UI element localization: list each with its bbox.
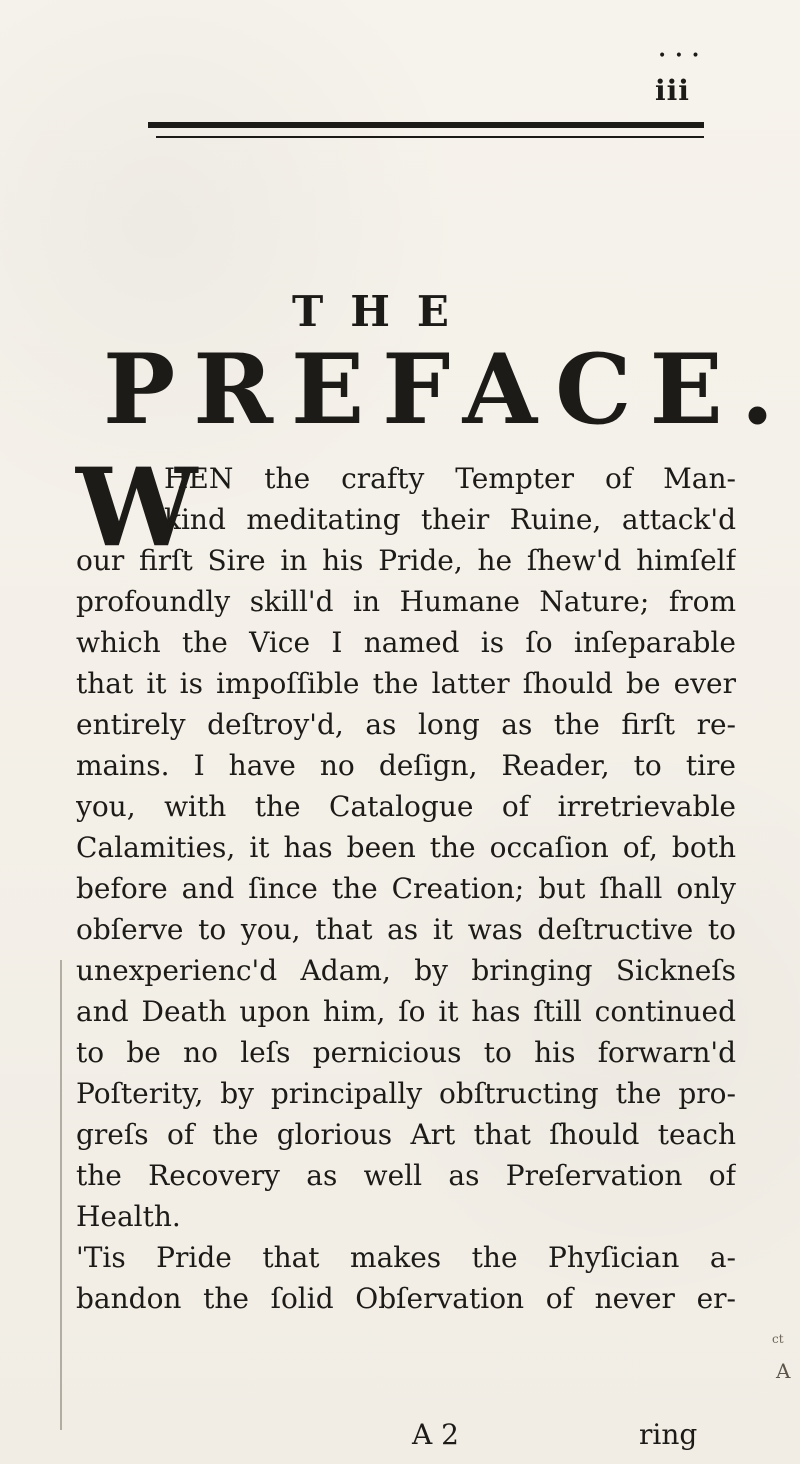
body-line-12: obſerve to you, that as it was deſtructive to [76, 913, 736, 946]
body-line-4: profoundly skill'd in Humane Nature; from [76, 585, 736, 618]
top-rule-thin [156, 136, 704, 138]
body-line-7: entirely deſtroy'd, as long as the firſt re- [76, 708, 736, 741]
body-line-20: 'Tis Pride that makes the Phyſician a- [76, 1241, 736, 1274]
margin-note-small: ct [772, 1332, 784, 1346]
margin-note: A [776, 1359, 791, 1383]
body-line-15: to be no leſs pernicious to his forwarn'd [76, 1036, 736, 1069]
signature-mark: A 2 [412, 1418, 459, 1451]
body-line-16: Poſterity, by principally obſtructing the pro- [76, 1077, 736, 1110]
body-line-18: the Recovery as well as Preſervation of [76, 1159, 736, 1192]
body-line-5: which the Vice I named is ſo inſeparable [76, 626, 736, 659]
left-margin-rule [60, 960, 62, 1430]
body-line-19: Health. [76, 1200, 181, 1233]
top-rule-thick [148, 122, 704, 128]
body-line-3: our firſt Sire in his Pride, he ſhew'd himſelf [76, 544, 736, 577]
body-line-10: Calamities, it has been the occaſion of, both [76, 831, 736, 864]
body-line-2: kind meditating their Ruine, attack'd [164, 503, 736, 536]
heading-the: THE [292, 287, 476, 336]
body-line-8: mains. I have no deſign, Reader, to tire [76, 749, 736, 782]
body-line-6: that it is impoſſible the latter ſhould be ever [76, 667, 736, 700]
catchword: ring [639, 1418, 698, 1451]
body-line-9: you, with the Catalogue of irretrievable [76, 790, 736, 823]
body-line-1: HEN the crafty Tempter of Man- [164, 462, 736, 495]
heading-preface: PREFACE. [103, 333, 793, 446]
body-line-13: unexperienc'd Adam, by bringing Sickneſs [76, 954, 736, 987]
body-line-14: and Death upon him, ſo it has ſtill continued [76, 995, 736, 1028]
page-dots: • • • [658, 48, 702, 64]
drop-cap: W [76, 445, 198, 571]
body-line-21: bandon the ſolid Obſervation of never er- [76, 1282, 736, 1315]
body-line-17: greſs of the glorious Art that ſhould teach [76, 1118, 736, 1151]
preface-body [76, 458, 736, 1319]
page-number: iii [655, 74, 690, 107]
body-line-11: before and ſince the Creation; but ſhall only [76, 872, 736, 905]
